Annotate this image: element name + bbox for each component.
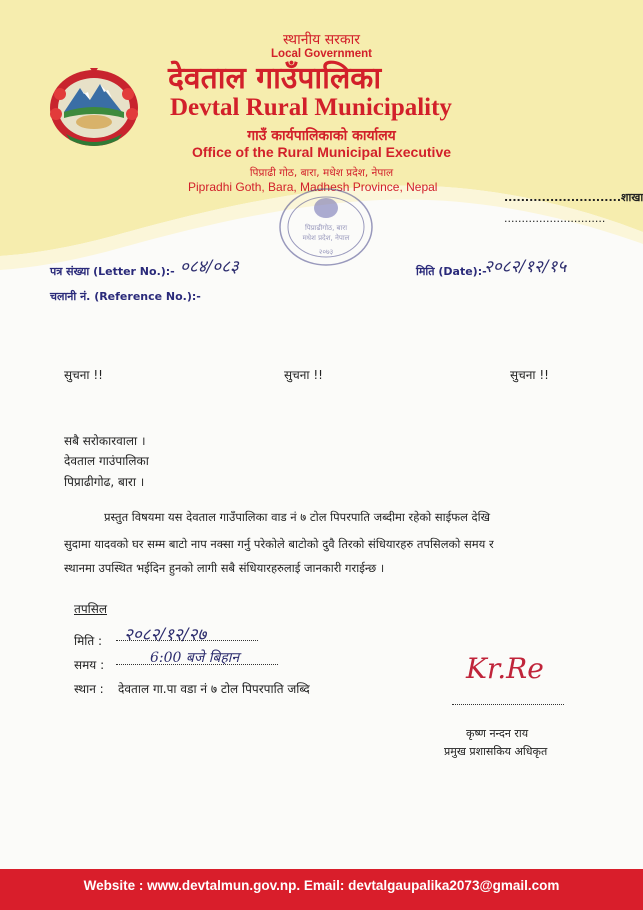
footer-contact-text: Website : www.devtalmun.gov.np. Email: devtalgaupalika2073@gmail.com (83, 878, 560, 893)
signature-line (452, 704, 564, 705)
schedule-place-value: देवताल गा.पा वडा नं ७ टोल पिपरपाति जब्दि (118, 682, 310, 696)
letter-number-label: पत्र संख्या (Letter No.):- (50, 265, 175, 278)
branch-dots: ............................. (504, 212, 606, 225)
date-label: मिति (Date):- (416, 265, 487, 278)
header-english-office: Office of the Rural Municipal Executive (191, 144, 452, 160)
branch-label: ............................शाखा (504, 191, 643, 204)
schedule-date-dots (116, 640, 258, 641)
date-value: २०८२/१२/१५ (484, 257, 567, 277)
signatory-name: कृष्ण नन्दन राय (466, 727, 529, 740)
header-nepali-address: पिप्राढी गोठ, बारा, मधेश प्रदेश, नेपाल (249, 167, 394, 179)
schedule-time-value: 6:00 बजे बिहान (150, 650, 240, 666)
schedule-date-value: २०८२/१२/२७ (124, 625, 207, 645)
header-english-municipality: Devtal Rural Municipality (170, 94, 452, 121)
schedule-date-label: मिति : (74, 634, 103, 648)
notice-heading-right: सुचना !! (510, 368, 549, 382)
header-nepali-municipality: देवताल गाउँपालिका (168, 61, 382, 96)
header-nepali-office: गाउँ कार्यपालिकाको कार्यालय (247, 128, 396, 144)
body-paragraph-line-1: प्रस्तुत विषयमा यस देवताल गाउँपालिका वाड नं ७ टोल पिपरपाति जब्दीमा रहेको साईफल देखि (104, 510, 491, 524)
svg-text:मधेश प्रदेश, नेपाल: मधेश प्रदेश, नेपाल (302, 234, 350, 242)
body-paragraph-line-3: स्थानमा उपस्थित भईदिन हुनको लागी सबै संधियारहरुलाई जानकारी गराईन्छ । (64, 561, 385, 575)
header-english-address: Pipradhi Goth, Bara, Madhesh Province, Nepal (188, 180, 438, 194)
header-nepali-government: स्थानीय सरकार (283, 32, 360, 48)
schedule-place-label: स्थान : (74, 682, 104, 696)
addressee-line-3: पिप्राढीगोढ, बारा । (64, 475, 145, 489)
letter-number-value: ०८४/०८३ (180, 257, 239, 277)
notice-heading-left: सुचना !! (64, 368, 103, 382)
svg-text:२०७३: २०७३ (318, 248, 334, 256)
signature-mark: Kr.Re (466, 652, 544, 685)
office-seal-stamp (276, 184, 376, 270)
schedule-time-label: समय : (74, 658, 105, 672)
svg-text:पिप्राढीगोठ, बारा: पिप्राढीगोठ, बारा (304, 224, 348, 232)
notice-heading-center: सुचना !! (284, 368, 323, 382)
addressee-line-1: सबै सरोकारवाला । (64, 434, 146, 448)
reference-number-label: चलानी नं. (Reference No.):- (50, 290, 201, 303)
schedule-time-dots (116, 664, 278, 665)
signatory-title: प्रमुख प्रशासकिय अधिकृत (444, 745, 548, 758)
header-english-government: Local Government (271, 48, 372, 60)
body-paragraph-line-2: सुदामा यादवको घर सम्म बाटो नाप नक्सा गर्नु परेकोले बाटोको दुवै तिरको संधियारहरु तपसिलको समय र (64, 537, 494, 551)
details-heading: तपसिल (74, 602, 108, 616)
addressee-line-2: देवताल गाउंपालिका (64, 454, 149, 468)
